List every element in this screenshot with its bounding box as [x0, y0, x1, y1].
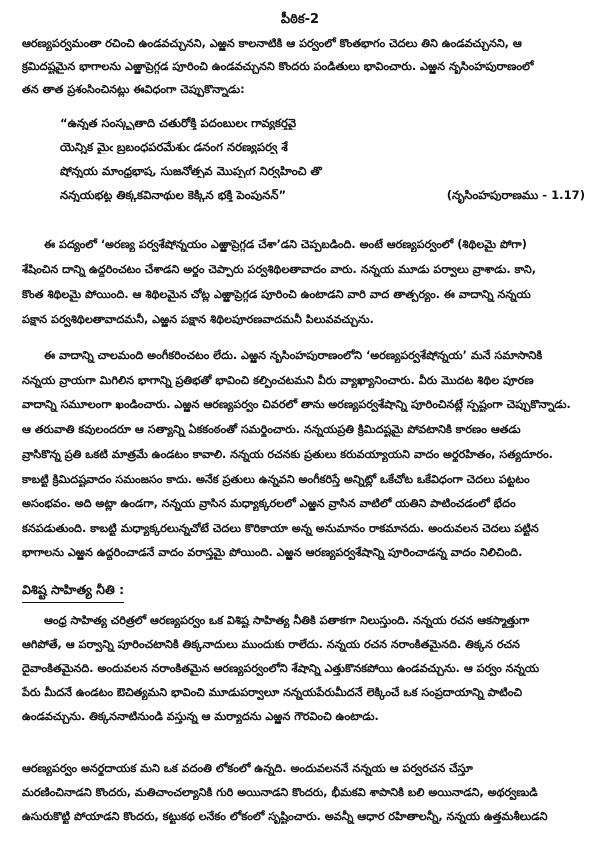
text-line: కొంత శిథిలమై పోయింది. ఆ శిథిలమైన చోట్ల ఎఱ్ఱాప్రెగ్గడ పూరించి ఉంటాడని వారి వాద తాత్పర్యం. ఈ వాదాన్ని నన్నయ	[22, 288, 531, 301]
text-line: మరణించినాడని కొందరు, మతిచాంచల్యానికి గురి అయినాడని కొందరు, భీమకవి శాపానికి బలి అయినాడని, అథర్వణుడి	[22, 786, 538, 799]
text-line: దైవాంకితమైనది. అందువలన నరాంకితమైన ఆరణ్యపర్వంలోని శేషాన్ని ఎత్తుకొనకపోయి ఉండవచ్చును. ఆ పర్వం నన్నయ	[22, 662, 540, 675]
text-line: క్రమిదష్టమైన భాగాలను ఎఱ్ఱాప్రెగ్గడ పూరించి ఉండవచ్చునని కొందరు పండితులు భావించారు. ఎఱ్ఱన నృసింహపురాణంలో	[22, 60, 534, 73]
text-line: ఆగిపోతే, ఆ పర్వాన్ని పూరించటానికి తిక్కనాదులు ముందుకు రాలేదు. నన్నయ రచన నరాంకితమైనది. తిక్కన రచన	[22, 638, 520, 651]
text-line: కనపడుతుంది. కాబట్టి మధ్యాక్కరలున్నచోటే చెదలు కొరికాయా అన్న అనుమానం రాకమానదు. అందువలన చెదలు పట్టిన	[22, 522, 539, 535]
verse-line: షోన్నయ మాంధ్రభాష, సుజనోత్సవ మొప్పఁగ నిర్వహించి తొ	[60, 164, 322, 178]
text-line: ఉసురుకొట్టి పోయాడని కొందరు, కట్టుకథ లనేకం లోకంలో సృష్టించారు. అవన్నీ ఆధార రహితాలన్నీ, నన్నయ ఉత్తమశీలుడని	[22, 810, 548, 823]
text-line: వ్రాసికొన్న ప్రతి ఒకటి మాత్రమే ఉండటం కావాలి. నన్నయ రచనకు ప్రతులు కరువయ్యాయని వాదం అర్థరహితం, సత్యదూరం.	[22, 448, 553, 461]
text-line: పేరు మీదనే ఉండటం ఔచిత్యమని భావించి మూడుపర్వాలూ నన్నయపేరుమీదనే లెక్కించే ఒక సంప్రదాయాన్ని పాటించి	[22, 686, 523, 699]
text-line: ఈ వాదాన్ని చాలమంది అంగీకరించటం లేదు. ఎఱ్ఱన నృసింహపురాణంలోని ‘అరణ్యపర్వశేషోన్నయ’ మనే సమాసానికి	[44, 349, 543, 362]
verse-line: “ఉన్నత సంస్కృతాది చతురోక్తి పదంబులఁ గావ్యకర్తవై	[60, 116, 297, 130]
text-line: భాగాలను ఎఱ్ఱన ఉద్ధరించాడనే వాదం వరాస్తమై పోయింది. ఎఱ్ఱన ఆరణ్యపర్వశేషాన్ని పూరించాడన్న వాదం నిలిచింది.	[22, 546, 523, 559]
text-line: ఆరణ్యపర్వం అనర్థదాయక మని ఒక వదంతి లోకంలో ఉన్నది. అందువలననే నన్నయ ఆ పర్వరచన చేస్తూ	[22, 762, 473, 775]
section-heading: విశిష్ట సాహిత్య నీతి :	[22, 582, 124, 603]
text-line: ఆ తరువాతి కవులందరూ ఆ సత్యాన్ని ఏకకంఠంతో సమర్థించారు. నన్నయప్రతి క్రిమిదష్టమై పోవటానికి కారణం ఆతడు	[22, 423, 521, 436]
text-line: ఈ పద్యంలో ‘అరణ్య పర్వశేషోన్నయం ఎఱ్ఱాప్రెగ్గడ చేశా’డని చెప్పబడింది. అంటే ఆరణ్యపర్వంలో (శిథిలమై పోగా)	[44, 238, 527, 251]
text-line: ఆరణ్యపర్వమంతా రచించి ఉండవచ్చునని, ఎఱ్ఱన కాలనాటికి ఆ పర్వంలో కొంతభాగం చెదలు తిని ఉండవచ్చునని, ఆ	[22, 37, 522, 50]
text-line: తన తాత ప్రశంసించినట్లు ఈవిధంగా చెప్పుకొన్నాడు:	[22, 83, 245, 96]
verse-line: నన్నయభట్ట తిక్కకవినాథుల కెక్కిన భక్తి పెంపునన్”	[60, 188, 287, 202]
text-line: కాబట్టి క్రిమిదష్టవాదం సమంజసం కాదు. అనేక ప్రతులు ఉన్నవని అంగీకరిస్తే అన్నిట్లో ఒకేచోట ఒకేవిధంగా చెదలు పట్టటం	[22, 473, 530, 486]
text-line: శేషించిన దాన్ని ఉద్ధరించటం చేశాడని అర్థం చెప్పారు పర్వశిథిలతావాదం వారు. నన్నయ మూడు పర్వాలు వ్రాశాడు. కాని,	[22, 263, 536, 276]
text-line: వాదాన్ని సమూలంగా ఖండించారు. ఎఱ్ఱన ఆరణ్యపర్వం చివరలో తాను అరణ్యపర్వశేషాన్ని పూరించినట్లే స్పష్టంగా చెప్పుకొన్నాడు.	[22, 398, 571, 411]
text-line: అసంభవం. అది అట్లా ఉండగా, నన్నయ వ్రాసిన మధ్యాక్కరలలో ఎఱ్ఱన వ్రాసిన వాటిలో యతిని పాటించడంలో భేదం	[22, 497, 516, 510]
verse-citation: (నృసింహపురాణము - 1.17)	[446, 188, 585, 202]
text-line: ఉండవచ్చును. తిక్కననాటినుండి వస్తున్న ఆ మర్యాదను ఎఱ్ఱన గౌరవించి ఉంటాడు.	[22, 710, 379, 723]
text-line: ఆంధ్ర సాహిత్య చరిత్రలో ఆరణ్యపర్వం ఒక విశిష్ట సాహిత్య నీతికి పతాకగా నిలుస్తుంది. నన్నయ రచన ఆకస్మాత్తుగా	[44, 614, 530, 627]
verse-line: యెన్నిక మైఁ బ్రబంధపరమేశుఁ డనంగ నరణ్యపర్వ శే	[60, 140, 288, 154]
text-line: నన్నయ వ్రాయగా మిగిలిన భాగాన్ని ప్రతిభతో భావించి కల్పించటమని వీరు వ్యాఖ్యానించారు. వీరు మొదట శిథిల పూరణ	[22, 374, 534, 387]
page-header: పీఠిక-2	[280, 12, 320, 27]
text-line: పక్షాన పర్వశిథిలతావాదమనీ, ఎఱ్ఱన పక్షాన శిథిలపూరణవాదమనీ పిలువవచ్చును.	[22, 313, 374, 326]
